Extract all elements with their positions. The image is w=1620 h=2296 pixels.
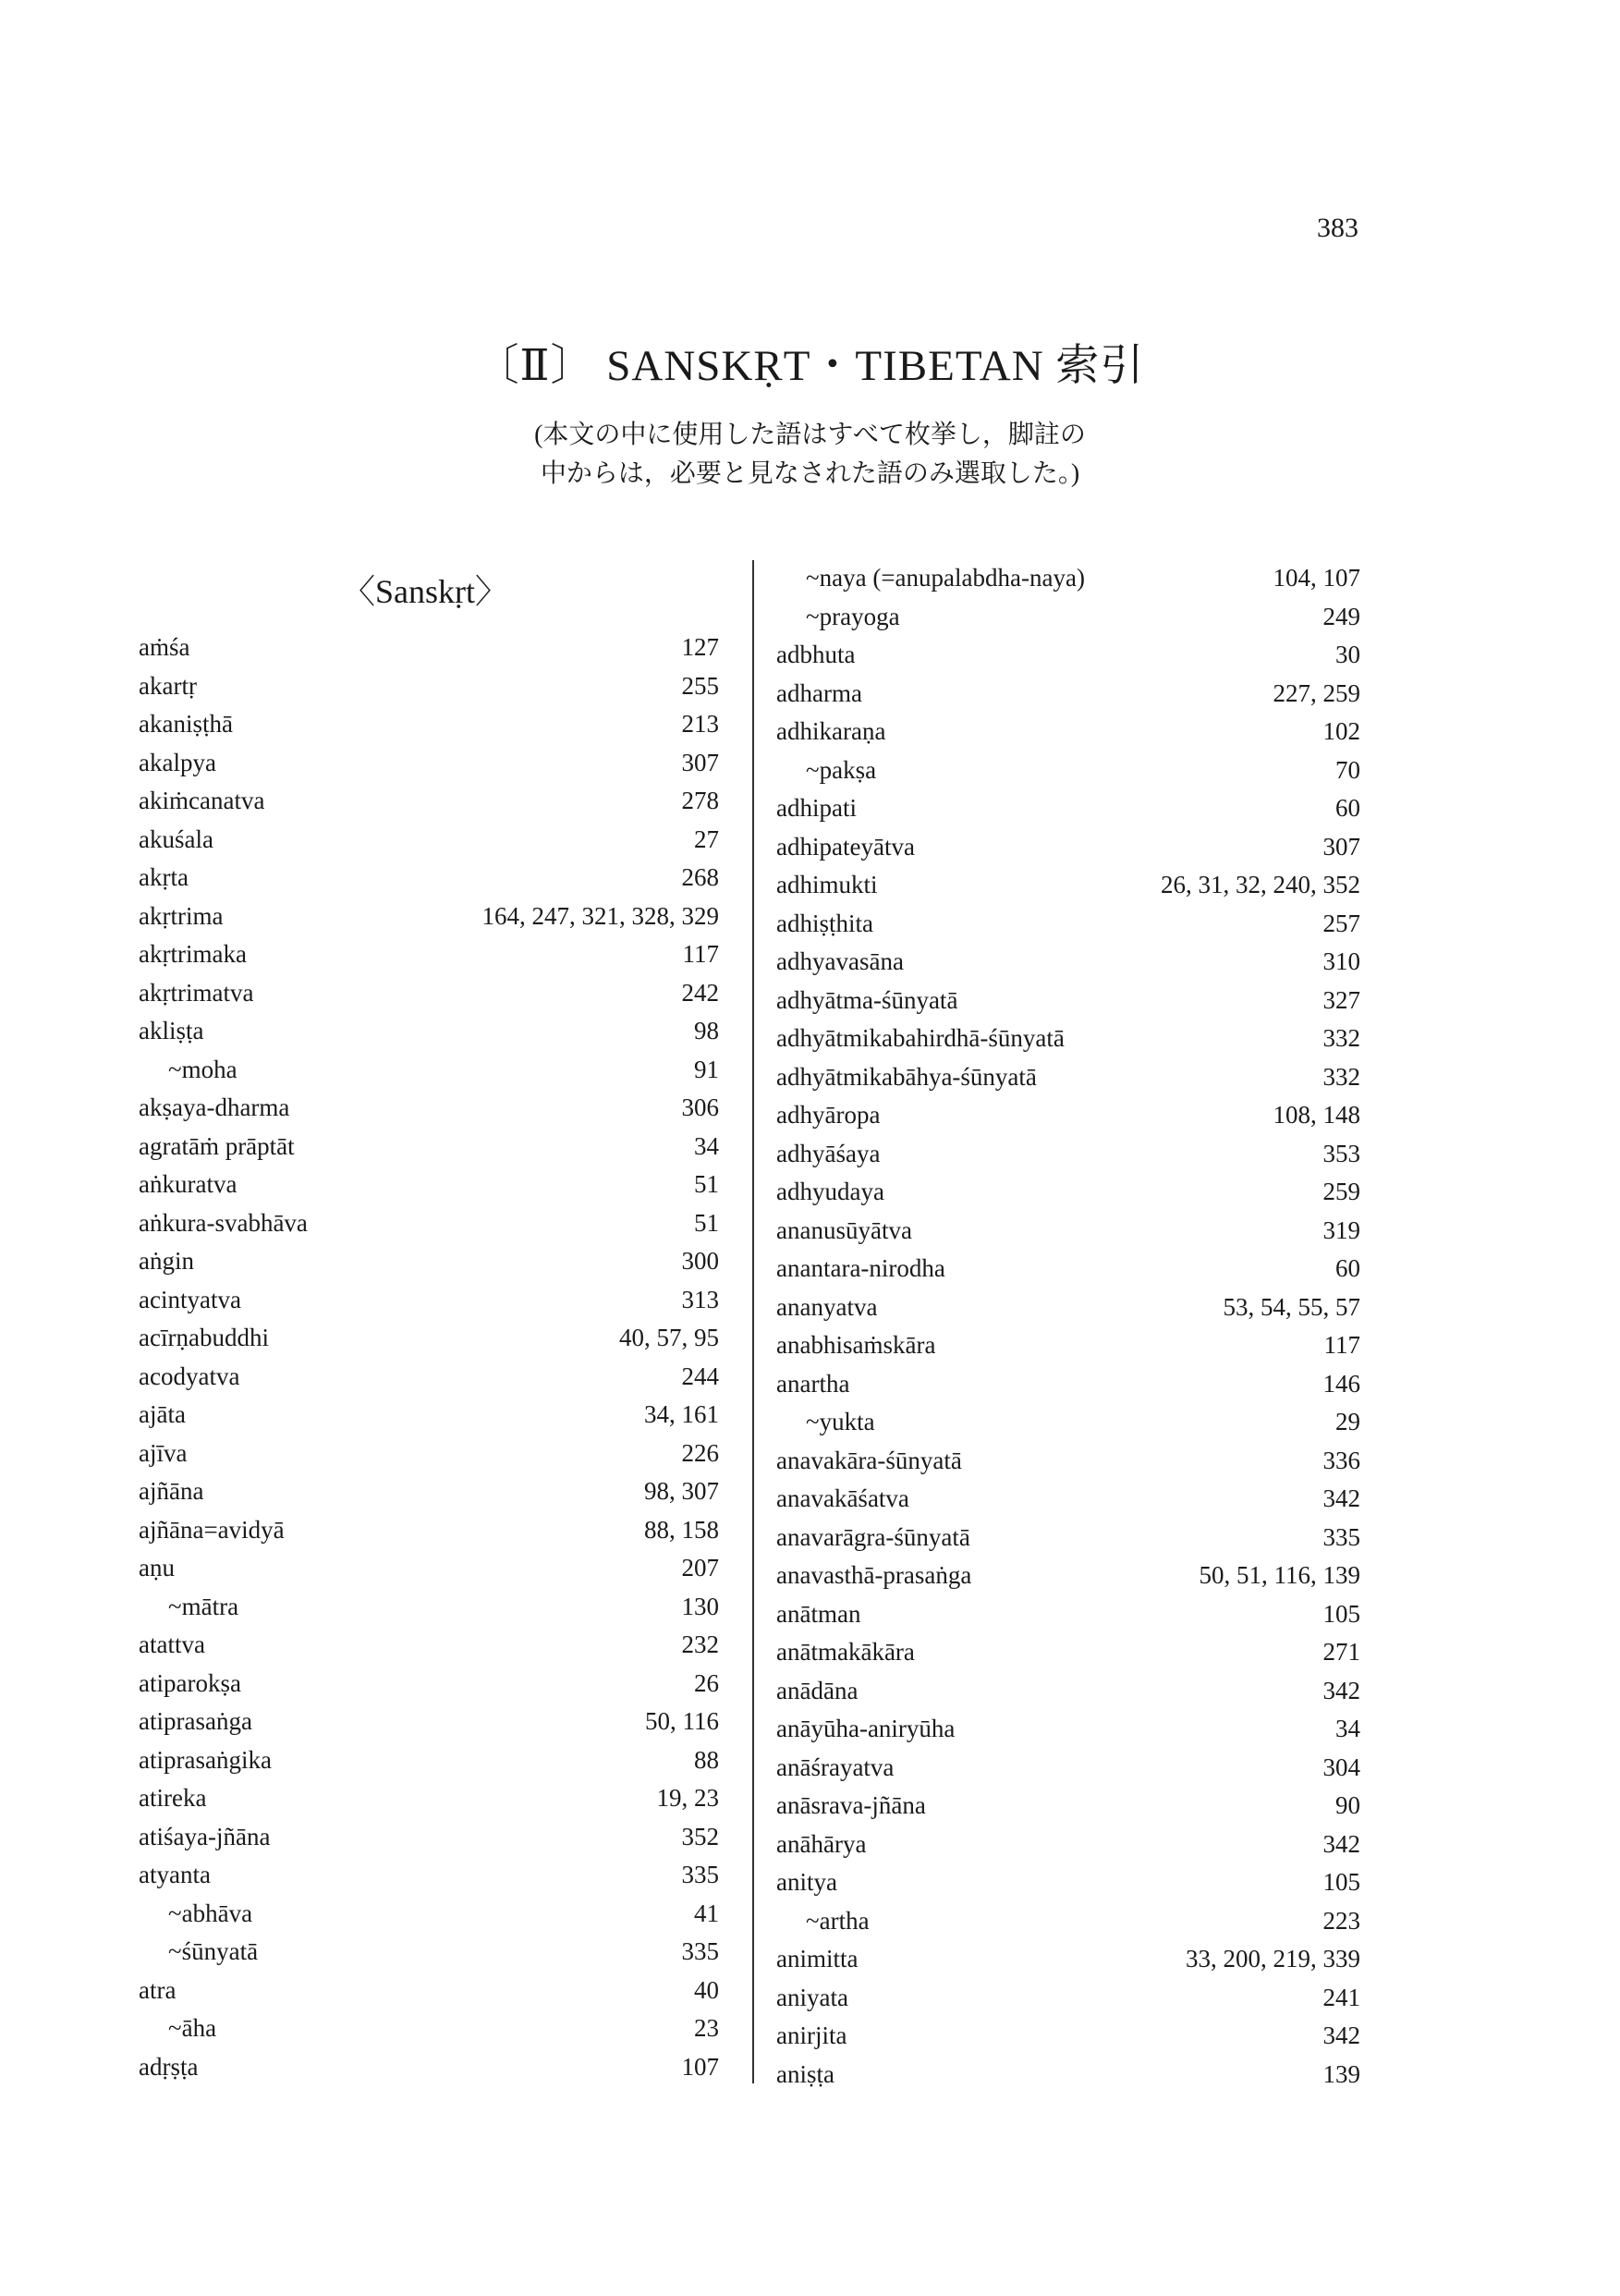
index-entry — [776, 1173, 1360, 1212]
index-pages: 313 — [681, 1285, 719, 1313]
index-entry — [139, 1128, 719, 1166]
index-pages: 34 — [694, 1131, 719, 1160]
index-entry — [139, 1396, 719, 1435]
index-entry — [776, 675, 1360, 714]
index-entry — [776, 828, 1360, 867]
index-pages: 23 — [694, 2014, 719, 2042]
index-term: anāyūha-aniryūha — [776, 1715, 956, 1742]
index-entry — [139, 1818, 719, 1857]
index-pages: 117 — [1323, 1331, 1360, 1359]
index-pages: 342 — [1322, 2021, 1360, 2049]
index-term: ~mātra — [168, 1592, 239, 1620]
index-term: adhiṣṭhita — [776, 909, 873, 937]
index-term: aṅgin — [139, 1247, 194, 1275]
index-entry — [139, 821, 719, 860]
index-term: anabhisaṁskāra — [776, 1331, 936, 1359]
index-pages: 257 — [1322, 909, 1360, 937]
index-entry — [776, 905, 1360, 944]
index-term: aṁśa — [139, 633, 190, 661]
index-term: acodyatva — [139, 1362, 240, 1390]
index-pages: 104, 107 — [1273, 564, 1360, 592]
index-entry — [776, 1020, 1360, 1058]
index-pages: 353 — [1322, 1139, 1360, 1167]
index-entry — [776, 1212, 1360, 1251]
index-pages: 105 — [1322, 1868, 1360, 1896]
index-pages: 242 — [681, 978, 719, 1007]
index-term: atiśaya-jñāna — [139, 1822, 271, 1850]
index-term: ~yukta — [806, 1408, 875, 1435]
index-term: adhyātmikabahirdhā-śūnyatā — [776, 1024, 1065, 1052]
index-entry — [139, 1319, 719, 1358]
index-term: atiparokṣa — [139, 1668, 241, 1697]
index-term: adharma — [776, 678, 862, 707]
index-term: aṅkuratva — [139, 1170, 238, 1198]
index-pages: 107 — [681, 2052, 719, 2081]
index-entry — [776, 1672, 1360, 1711]
index-term: anavakāra-śūnyatā — [776, 1446, 962, 1474]
index-pages: 53, 54, 55, 57 — [1223, 1292, 1360, 1321]
index-pages: 98, 307 — [644, 1477, 719, 1505]
index-term: adhimukti — [776, 871, 878, 898]
index-entry — [776, 751, 1360, 790]
index-entry — [776, 1633, 1360, 1672]
index-term: adhyāropa — [776, 1101, 881, 1129]
index-entry — [139, 1588, 719, 1627]
index-pages: 307 — [1322, 832, 1360, 861]
index-pages: 213 — [681, 710, 719, 738]
index-pages: 40, 57, 95 — [619, 1324, 719, 1351]
index-pages: 335 — [681, 1861, 719, 1888]
index-entry — [139, 1549, 719, 1588]
index-pages: 227, 259 — [1273, 678, 1360, 707]
index-entry — [776, 559, 1360, 598]
index-entry — [139, 1741, 719, 1780]
index-pages: 108, 148 — [1273, 1101, 1360, 1129]
index-pages: 34, 161 — [644, 1400, 719, 1428]
index-term: ~pakṣa — [806, 755, 877, 784]
index-term: ~prayoga — [806, 602, 900, 630]
index-pages: 33, 200, 219, 339 — [1186, 1945, 1360, 1972]
index-term: akṛtrimaka — [139, 940, 247, 968]
index-term: adhikaraṇa — [776, 717, 886, 745]
index-pages: 102 — [1322, 717, 1360, 745]
index-term: adbhuta — [776, 641, 856, 668]
index-term: atiprasaṅgika — [139, 1745, 272, 1774]
index-term: agratāṁ prāptāt — [139, 1131, 295, 1160]
index-entry — [139, 744, 719, 783]
index-entry — [139, 1472, 719, 1511]
index-term: anitya — [776, 1868, 837, 1896]
index-entry — [776, 1288, 1360, 1327]
index-pages: 335 — [681, 1937, 719, 1965]
index-pages: 332 — [1322, 1024, 1360, 1052]
index-pages: 50, 116 — [645, 1707, 719, 1735]
index-pages: 60 — [1335, 1254, 1360, 1282]
index-entry — [139, 898, 719, 936]
index-pages: 26, 31, 32, 240, 352 — [1161, 871, 1360, 898]
index-term: adhyātma-śūnyatā — [776, 985, 958, 1014]
index-entry — [776, 943, 1360, 982]
index-entry — [776, 598, 1360, 637]
index-term: anātmakākāra — [776, 1638, 915, 1666]
index-pages: 34 — [1335, 1715, 1360, 1742]
index-entry — [139, 629, 719, 667]
index-entry — [776, 1442, 1360, 1481]
index-term: anavarāgra-śūnyatā — [776, 1522, 970, 1551]
index-pages: 127 — [681, 633, 719, 661]
index-entry — [776, 1863, 1360, 1902]
index-pages: 244 — [681, 1362, 719, 1390]
index-entry — [139, 1665, 719, 1704]
index-pages: 342 — [1322, 1829, 1360, 1858]
index-pages: 51 — [694, 1170, 719, 1198]
index-entry — [139, 1242, 719, 1281]
subtitle — [0, 416, 1620, 494]
index-pages: 327 — [1322, 985, 1360, 1014]
index-term: anavakāśatva — [776, 1484, 909, 1512]
index-entry — [139, 1703, 719, 1741]
index-term: acīrṇabuddhi — [139, 1324, 269, 1351]
index-pages: 310 — [1322, 947, 1360, 975]
index-pages: 352 — [681, 1822, 719, 1850]
index-entry — [776, 1403, 1360, 1442]
index-entry — [139, 1933, 719, 1972]
index-entry — [776, 1787, 1360, 1826]
index-term: ~āha — [168, 2014, 217, 2042]
index-term: akalpya — [139, 748, 216, 776]
index-term: adṛṣṭa — [139, 2052, 199, 2081]
index-term: adhipati — [776, 794, 857, 822]
index-entry — [776, 1940, 1360, 1979]
index-term: ~abhāva — [168, 1899, 253, 1927]
index-term: ~naya (=anupalabdha-naya) — [806, 564, 1085, 592]
index-term: ~moha — [168, 1055, 238, 1083]
index-entry — [776, 1096, 1360, 1135]
index-entry — [776, 1519, 1360, 1557]
index-entry — [139, 1051, 719, 1090]
index-pages: 259 — [1322, 1178, 1360, 1205]
index-term: akliṣṭa — [139, 1017, 204, 1044]
index-entry — [139, 974, 719, 1013]
index-term: adhyātmikabāhya-śūnyatā — [776, 1062, 1037, 1091]
index-term: anāhārya — [776, 1829, 867, 1858]
index-pages: 249 — [1322, 602, 1360, 630]
index-entry — [776, 1326, 1360, 1365]
index-entry — [776, 2056, 1360, 2094]
index-entry — [139, 1779, 719, 1818]
index-pages: 255 — [681, 671, 719, 700]
index-term: adhyavasāna — [776, 947, 904, 975]
index-pages: 41 — [694, 1899, 719, 1927]
index-pages: 88 — [694, 1745, 719, 1774]
index-pages: 40 — [694, 1975, 719, 2004]
index-term: akṣaya-dharma — [139, 1093, 290, 1121]
index-pages: 226 — [681, 1438, 719, 1467]
index-entry — [776, 713, 1360, 751]
page-number: 383 — [1317, 213, 1358, 243]
index-entry — [776, 1710, 1360, 1749]
index-entry — [776, 1250, 1360, 1288]
index-term: anātman — [776, 1599, 861, 1628]
index-entry — [776, 1058, 1360, 1097]
index-pages: 105 — [1322, 1599, 1360, 1628]
index-pages: 268 — [681, 863, 719, 891]
index-entry — [139, 935, 719, 974]
index-term: aniyata — [776, 1983, 848, 2011]
index-pages: 304 — [1322, 1753, 1360, 1781]
index-term: aṅkura-svabhāva — [139, 1208, 308, 1237]
index-term: ~artha — [806, 1906, 870, 1935]
index-term: animitta — [776, 1945, 859, 1972]
index-entry — [776, 1365, 1360, 1404]
index-entry — [776, 1557, 1360, 1595]
index-pages: 27 — [694, 824, 719, 853]
index-term: atattva — [139, 1630, 205, 1658]
column-divider — [752, 560, 754, 2083]
index-pages: 70 — [1335, 755, 1360, 784]
index-term: anirjita — [776, 2021, 847, 2049]
index-term: akṛtrimatva — [139, 978, 254, 1007]
index-entry — [776, 982, 1360, 1020]
index-term: akaniṣṭhā — [139, 710, 233, 738]
index-entry — [776, 636, 1360, 675]
index-pages: 60 — [1335, 794, 1360, 822]
index-pages: 91 — [694, 1055, 719, 1083]
index-entry — [139, 1166, 719, 1204]
index-term: ajñāna=avidyā — [139, 1515, 285, 1544]
index-term: atra — [139, 1975, 177, 2004]
index-pages: 223 — [1322, 1906, 1360, 1935]
left-column — [139, 629, 719, 2086]
index-term: atyanta — [139, 1861, 211, 1888]
index-pages: 90 — [1335, 1791, 1360, 1819]
index-pages: 207 — [681, 1554, 719, 1582]
index-pages: 98 — [694, 1017, 719, 1044]
index-pages: 241 — [1322, 1983, 1360, 2011]
index-term: adhyāśaya — [776, 1139, 881, 1167]
index-term: atiprasaṅga — [139, 1707, 252, 1735]
index-term: aṇu — [139, 1554, 175, 1582]
index-entry — [139, 2048, 719, 2087]
index-term: akiṁcanatva — [139, 787, 265, 814]
index-entry — [139, 1626, 719, 1665]
right-column — [776, 559, 1360, 2094]
subtitle-line-1: (本文の中に使用した語はすべて枚挙し，脚註の — [534, 421, 1086, 449]
index-term: akṛtrima — [139, 901, 224, 930]
index-pages: 336 — [1322, 1446, 1360, 1474]
index-term: akartṛ — [139, 671, 197, 700]
index-entry — [139, 2009, 719, 2048]
index-pages: 319 — [1322, 1215, 1360, 1244]
page-title: 〔Ⅱ〕 SANSKṚT・TIBETAN 索引 — [475, 342, 1145, 390]
index-term: anāsrava-jñāna — [776, 1791, 926, 1819]
index-term: atireka — [139, 1784, 207, 1812]
index-pages: 232 — [681, 1630, 719, 1658]
index-entry — [139, 1435, 719, 1473]
index-term: anāśrayatva — [776, 1753, 895, 1781]
index-pages: 139 — [1322, 2059, 1360, 2088]
index-pages: 278 — [681, 787, 719, 814]
index-entry — [139, 1281, 719, 1320]
index-entry — [139, 1895, 719, 1934]
index-pages: 342 — [1322, 1676, 1360, 1704]
index-pages: 130 — [681, 1592, 719, 1620]
index-entry — [139, 667, 719, 706]
index-term: akṛta — [139, 863, 189, 891]
index-pages: 51 — [694, 1208, 719, 1237]
index-entry — [776, 2017, 1360, 2056]
index-entry — [139, 1089, 719, 1128]
index-pages: 146 — [1322, 1369, 1360, 1398]
index-pages: 26 — [694, 1668, 719, 1697]
index-entry — [139, 1972, 719, 2010]
index-pages: 300 — [681, 1247, 719, 1275]
index-entry — [139, 859, 719, 898]
index-pages: 19, 23 — [656, 1784, 719, 1812]
index-pages: 30 — [1335, 641, 1360, 668]
index-pages: 117 — [682, 940, 719, 968]
index-pages: 342 — [1322, 1484, 1360, 1512]
index-term: anantara-nirodha — [776, 1254, 945, 1282]
index-pages: 306 — [681, 1093, 719, 1121]
section-header-sanskrit: 〈Sanskṛt〉 — [341, 573, 508, 610]
index-entry — [139, 1358, 719, 1397]
index-pages: 88, 158 — [644, 1515, 719, 1544]
index-entry — [776, 1826, 1360, 1864]
index-term: ajāta — [139, 1400, 186, 1428]
index-entry — [776, 789, 1360, 828]
index-term: ajīva — [139, 1438, 188, 1467]
index-term: ananyatva — [776, 1292, 878, 1321]
index-entry — [776, 1135, 1360, 1174]
index-term: adhyudaya — [776, 1178, 884, 1205]
index-entry — [776, 866, 1360, 905]
index-term: akuśala — [139, 824, 213, 853]
index-pages: 164, 247, 321, 328, 329 — [481, 901, 719, 930]
index-term: ajñāna — [139, 1477, 204, 1505]
index-term: anartha — [776, 1369, 850, 1398]
index-term: ananusūyātva — [776, 1215, 912, 1244]
index-entry — [139, 1012, 719, 1051]
index-entry — [139, 782, 719, 821]
index-entry — [139, 1856, 719, 1895]
index-term: ~śūnyatā — [168, 1937, 259, 1965]
index-entry — [776, 1749, 1360, 1788]
index-entry — [776, 1902, 1360, 1941]
index-entry — [139, 705, 719, 744]
index-entry — [776, 1480, 1360, 1519]
index-entry — [776, 1595, 1360, 1634]
subtitle-line-2: 中からは，必要と見なされた語のみ選取した。) — [540, 459, 1080, 488]
index-entry — [139, 1204, 719, 1243]
index-entry — [139, 1511, 719, 1550]
index-term: anādāna — [776, 1676, 859, 1704]
index-pages: 335 — [1322, 1522, 1360, 1551]
index-term: anavasthā-prasaṅga — [776, 1561, 972, 1589]
index-pages: 29 — [1335, 1408, 1360, 1435]
index-pages: 271 — [1322, 1638, 1360, 1666]
index-term: adhipateyātva — [776, 832, 915, 861]
index-term: aniṣṭa — [776, 2059, 834, 2088]
index-entry — [776, 1979, 1360, 2018]
index-pages: 50, 51, 116, 139 — [1199, 1561, 1360, 1589]
index-pages: 307 — [681, 748, 719, 776]
index-pages: 332 — [1322, 1062, 1360, 1091]
index-term: acintyatva — [139, 1285, 241, 1313]
